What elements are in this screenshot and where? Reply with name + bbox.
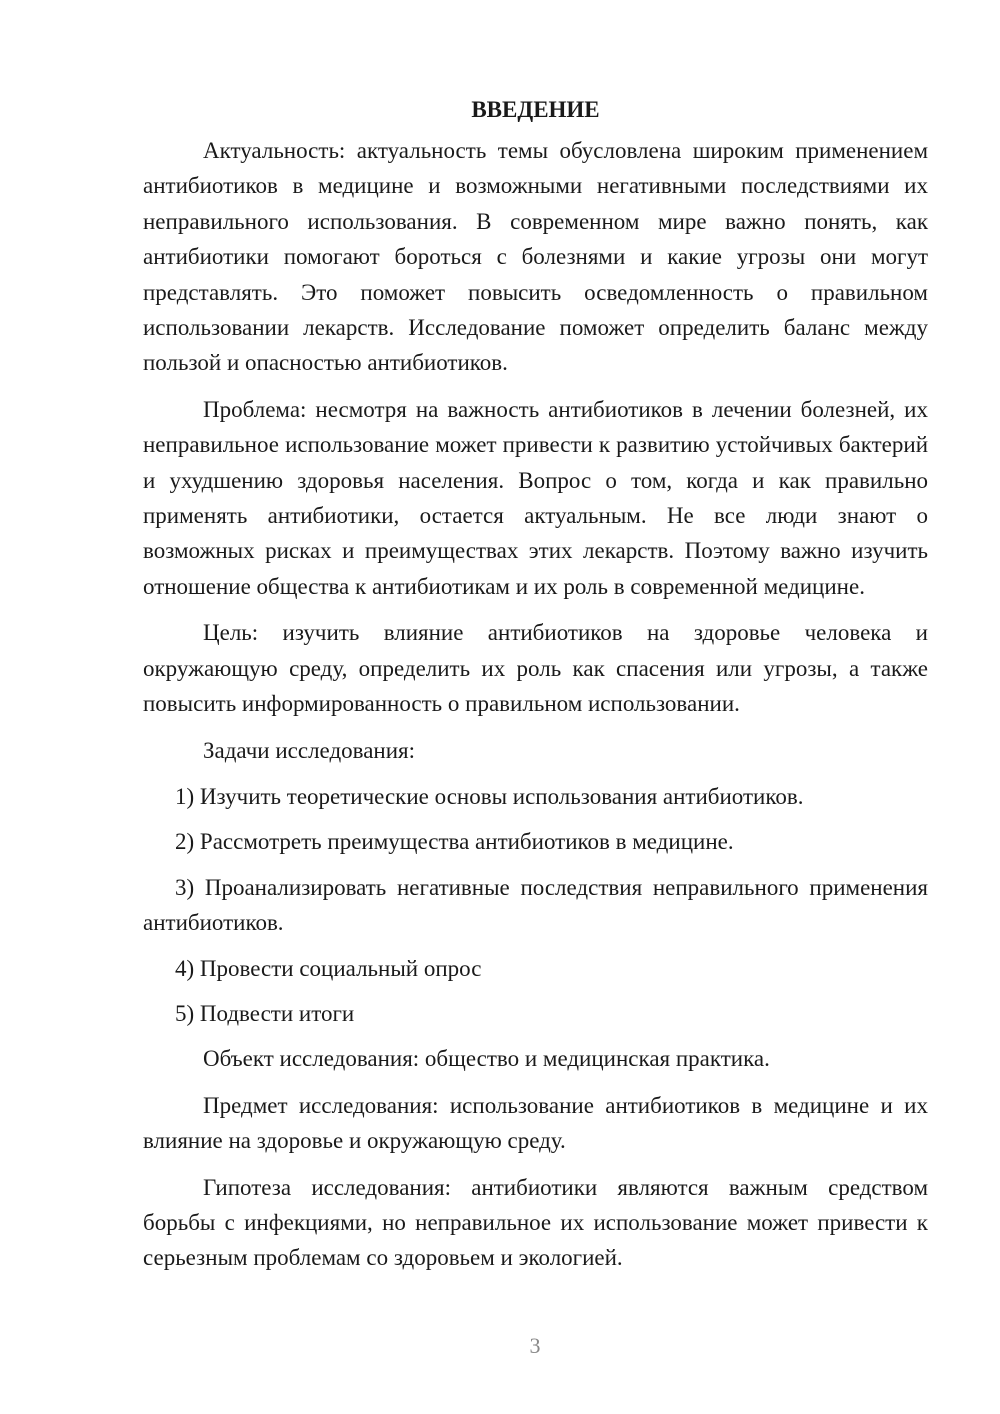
tasks-heading: Задачи исследования: — [203, 737, 416, 763]
task-item-2: 2) Рассмотреть преимущества антибиотиков в медицине. — [175, 829, 734, 855]
object-paragraph: Объект исследования: общество и медицинская практика. — [203, 1046, 770, 1072]
subject-paragraph: Предмет исследования: использование антибиотиков в медицине и их влияние на здоровье и окружающую среду. — [143, 1092, 928, 1154]
document-page — [143, 92, 928, 1287]
task-item-3: 3) Проанализировать негативные последствия неправильного применения антибиотиков. — [143, 874, 928, 936]
task-item-1: 1) Изучить теоретические основы использования антибиотиков. — [175, 783, 804, 809]
task-item-4: 4) Провести социальный опрос — [175, 955, 482, 981]
relevance-paragraph: Актуальность: актуальность темы обусловлена широким применением антибиотиков в медицине и возможными негативными последствиями их неправильного использования. В современном мире важно понять, как антибиотики помогают бороться с болезнями и какие угрозы они могут представлять. Это поможет повысить осведомленность о правильном использовании лекарств. Исследование поможет определить баланс между пользой и опасностью антибиотиков. — [143, 138, 928, 376]
page-title: ВВЕДЕНИЕ — [471, 97, 600, 122]
goal-paragraph: Цель: изучить влияние антибиотиков на здоровье человека и окружающую среду, определить их роль как спасения или угрозы, а также повысить информированность о правильном использовании. — [143, 620, 928, 717]
hypothesis-paragraph: Гипотеза исследования: антибиотики являются важным средством борьбы с инфекциями, но неправильное их использование может привести к серьезным проблемам со здоровьем и экологией. — [143, 1174, 928, 1271]
problem-paragraph: Проблема: несмотря на важность антибиотиков в лечении болезней, их неправильное использование может привести к развитию устойчивых бактерий и ухудшению здоровья населения. Вопрос о том, когда и как правильно применять антибиотики, остается актуальным. Не все люди знают о возможных рисках и преимуществах этих лекарств. Поэтому важно изучить отношение общества к антибиотикам и их роль в современной медицине. — [143, 396, 928, 599]
page-number: 3 — [529, 1333, 541, 1358]
task-item-5: 5) Подвести итоги — [175, 1000, 355, 1026]
